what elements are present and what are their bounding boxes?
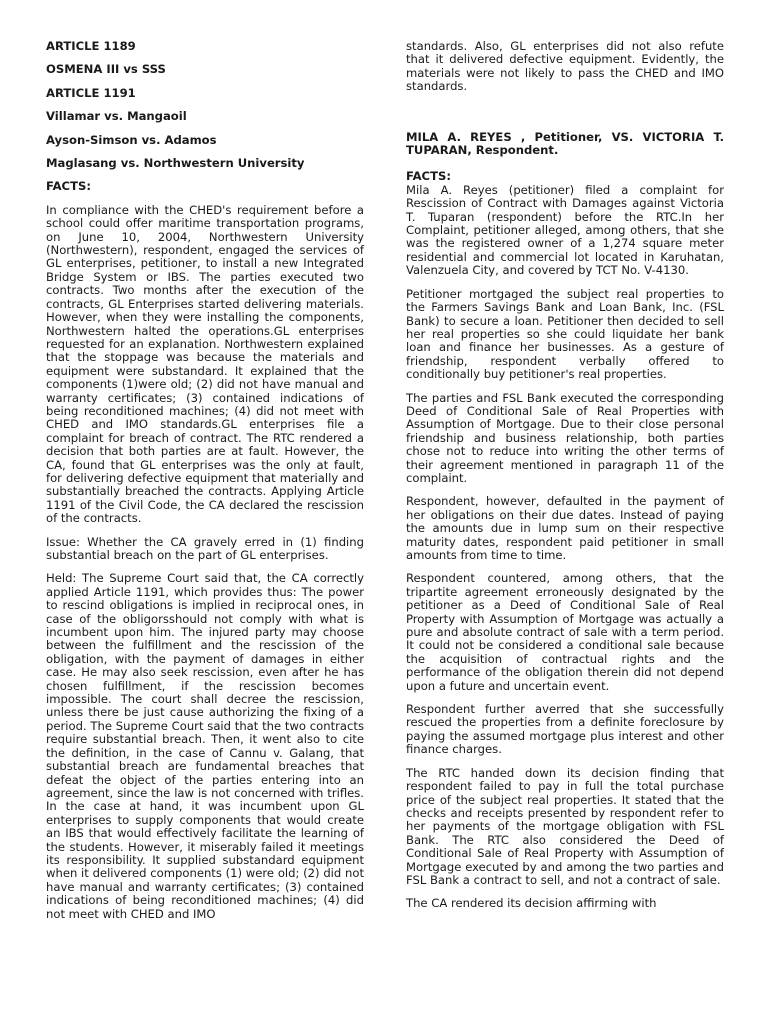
right-column: [406, 40, 724, 921]
facts-paragraph-7: The RTC handed down its decision finding that respondent failed to pay in full the total purchase price of the subject real properties. It stated that the checks and receipts presented by respondent refer to her payments of the mortgage obligation with FSL Bank. The RTC also considered the Deed of Conditional Sale of Real Property with Assumption of Mortgage executed by and among the two parties and FSL Bank a contract to sell, and not a contract of sale.: [406, 765, 724, 887]
heading-maglasang-vs-northwestern: Maglasang vs. Northwestern University: [46, 156, 305, 171]
heading-villamar-vs-mangaoil: Villamar vs. Mangaoil: [46, 109, 187, 124]
facts-paragraph-4: Respondent, however, defaulted in the payment of her obligations on their due dates. Instead of paying the amounts due in lump sum on their respective maturity dates, respondent paid petitioner in small amounts from time to time.: [406, 494, 724, 562]
facts-heading-reyes: FACTS:: [406, 169, 451, 184]
facts-paragraph-6: Respondent further averred that she successfully rescued the properties from a definite foreclosure by paying the assumed mortgage plus interest and other finance charges.: [406, 702, 724, 757]
heading-ayson-simson-vs-adamos: Ayson-Simson vs. Adamos: [46, 132, 217, 147]
facts-heading: FACTS:: [46, 179, 91, 194]
heading-article-1191: ARTICLE 1191: [46, 85, 136, 100]
facts-paragraph: In compliance with the CHED's requirement before a school could offer maritime transportation programs, on June 10, 2004, Northwestern University (Northwestern), respondent, engaged the services of GL enterprises, petitioner, to install a new Integrated Bridge System or IBS. The parties executed two contracts. Two months after the execution of the contracts, GL Enterprises started delivering materials. However, when they were installing the components, Northwestern halted the operations.GL enterprises requested for an explanation. Northwestern explained that the stoppage was because the materials and equipment were substandard. It explained that the components (1)were old; (2) did not have manual and warranty certificates; (3) contained indications of being reconditioned machines; (4) did not meet with CHED and IMO standards.GL enterprises file a complaint for breach of contract. The RTC rendered a decision that both parties are at fault. However, the CA, found that GL enterprises was the only at fault, for delivering defective equipment that materially and substantially breached the contracts. Applying Article 1191 of the Civil Code, the CA declared the rescission of the contracts.: [46, 202, 364, 526]
facts-paragraph-3: The parties and FSL Bank executed the corresponding Deed of Conditional Sale of Real Properties with Assumption of Mortgage. Due to their close personal friendship and business relationship, both parties chose not to reduce into writing the other terms of their agreement mentioned in paragraph 11 of the complaint.: [406, 390, 724, 485]
facts-paragraph-2: Petitioner mortgaged the subject real properties to the Farmers Savings Bank and Loan Bank, Inc. (FSL Bank) to secure a loan. Petitioner then decided to sell her real properties so she could liquidate her bank loan and finance her businesses. As a gesture of friendship, respondent verbally offered to conditionally buy petitioner's real properties.: [406, 286, 724, 382]
case-title: MILA A. REYES , Petitioner, VS. VICTORIA T. TUPARAN, Respondent.: [406, 129, 724, 158]
facts-paragraph-5: Respondent countered, among others, that the tripartite agreement erroneously designated by the petitioner as a Deed of Conditional Sale of Real Property with Assumption of Mortgage was actually a pure and absolute contract of sale with a term period. It could not be considered a conditional sale because the acquisition of contractual rights and the performance of the obligation therein did not depend upon a future and uncertain event.: [406, 571, 724, 693]
facts-paragraph-8: The CA rendered its decision affirming with: [406, 896, 657, 911]
facts-paragraph-1: Mila A. Reyes (petitioner) filed a complaint for Rescission of Contract with Damages against Victoria T. Tuparan (respondent) before the RTC.In her Complaint, petitioner alleged, among others, that she was the registered owner of a 1,274 square meter residential and commercial lot located in Karuhatan, Valenzuela City, and covered by TCT No. V-4130.: [406, 182, 724, 278]
left-column: [46, 40, 364, 931]
heading-osmena-vs-sss: OSMENA III vs SSS: [46, 62, 166, 77]
heading-article-1189: ARTICLE 1189: [46, 39, 136, 53]
held-paragraph: Held: The Supreme Court said that, the CA correctly applied Article 1191, which provides thus: The power to rescind obligations is implied in reciprocal ones, in case of the obligorsshould not comply with what is incumbent upon him. The injured party may choose between the fulfillment and the rescission of the obligation, with the payment of damages in either case. He may also seek rescission, even after he has chosen fulfillment, if the rescission becomes impossible. The court shall decree the rescission, unless there be just cause authorizing the fixing of a period. The Supreme Court said that the two contracts require substantial breach. Then, it went also to cite the definition, in the case of Cannu v. Galang, that substantial breach are fundamental breaches that defeat the object of the parties entering into an agreement, since the law is not concerned with trifles. In the case at hand, it was incumbent upon GL enterprises to supply components that would create an IBS that would effectively facilitate the learning of the students. However, it miserably failed it meetings its responsibility. It supplied substandard equipment when it delivered components (1) were old; (2) did not have manual and warranty certificates; (3) contained indications of being reconditioned machines; (4) did not meet with CHED and IMO: [46, 571, 364, 921]
continuation-paragraph: standards. Also, GL enterprises did not also refute that it delivered defective equipment. Evidently, the materials were not likely to pass the CHED and IMO standards.: [406, 39, 724, 94]
issue-paragraph: Issue: Whether the CA gravely erred in (1) finding substantial breach on the part of GL enterprises.: [46, 534, 364, 562]
